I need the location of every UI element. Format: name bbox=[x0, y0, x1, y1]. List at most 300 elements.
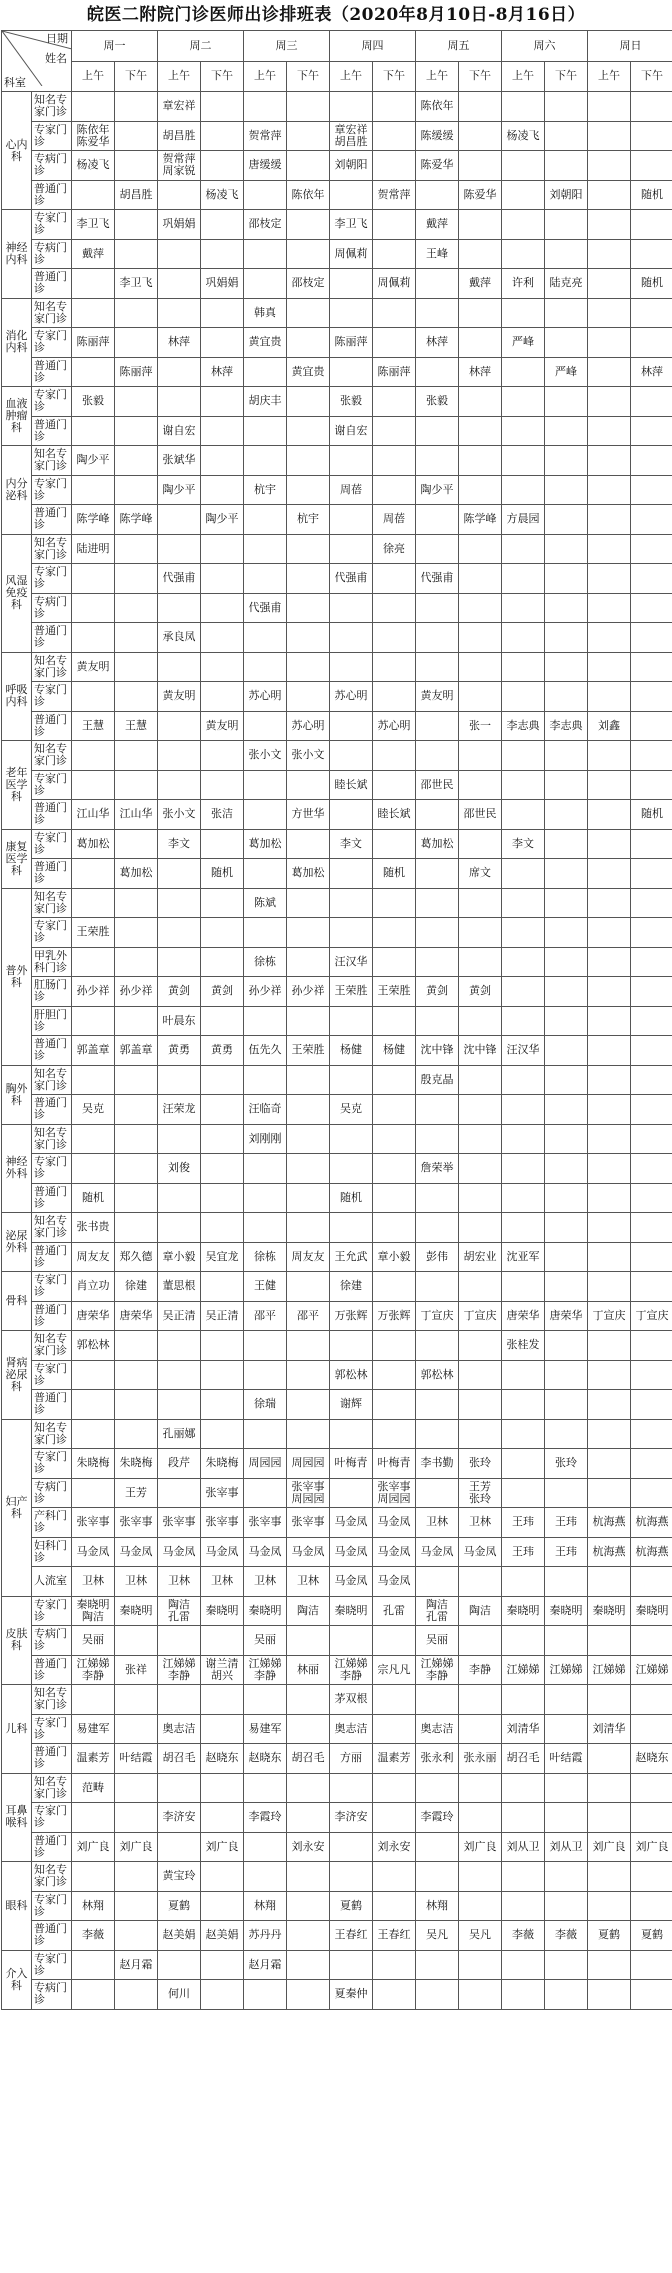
doctor-cell: 万张辉 bbox=[373, 1301, 416, 1331]
doctor-cell: 刘俊 bbox=[158, 1154, 201, 1184]
doctor-cell bbox=[631, 947, 672, 977]
doctor-cell: 李济安 bbox=[158, 1803, 201, 1833]
clinic-type: 专家门诊 bbox=[32, 121, 72, 151]
doctor-cell bbox=[330, 1154, 373, 1184]
doctor-cell bbox=[373, 1183, 416, 1213]
doctor-cell: 黄友明 bbox=[416, 682, 459, 712]
doctor-cell bbox=[459, 475, 502, 505]
doctor-cell: 王玮 bbox=[502, 1508, 545, 1538]
doctor-cell bbox=[459, 1862, 502, 1892]
doctor-cell bbox=[416, 918, 459, 948]
doctor-cell bbox=[588, 1331, 631, 1361]
doctor-cell bbox=[72, 593, 115, 623]
doctor-cell bbox=[502, 918, 545, 948]
schedule-row bbox=[2, 859, 672, 889]
doctor-cell bbox=[502, 534, 545, 564]
doctor-cell bbox=[72, 416, 115, 446]
doctor-cell bbox=[373, 770, 416, 800]
doctor-cell: 陈依年 陈爱华 bbox=[72, 121, 115, 151]
doctor-cell: 段芹 bbox=[158, 1449, 201, 1479]
doctor-cell bbox=[158, 298, 201, 328]
doctor-cell bbox=[115, 1213, 158, 1243]
doctor-cell: 朱晓梅 bbox=[115, 1449, 158, 1479]
doctor-cell bbox=[373, 918, 416, 948]
doctor-cell: 戴萍 bbox=[459, 269, 502, 299]
doctor-cell bbox=[416, 1331, 459, 1361]
pm-header: 下午 bbox=[459, 61, 502, 92]
doctor-cell: 夏鹤 bbox=[588, 1921, 631, 1951]
schedule-row bbox=[2, 564, 672, 594]
doctor-cell: 王允武 bbox=[330, 1242, 373, 1272]
doctor-cell bbox=[287, 1213, 330, 1243]
doctor-cell: 赵美娟 bbox=[158, 1921, 201, 1951]
pm-header: 下午 bbox=[287, 61, 330, 92]
doctor-cell bbox=[416, 1862, 459, 1892]
doctor-cell: 吴克 bbox=[72, 1095, 115, 1125]
doctor-cell: 吴宜龙 bbox=[201, 1242, 244, 1272]
doctor-cell: 温素芳 bbox=[72, 1744, 115, 1774]
doctor-cell: 杭海燕 bbox=[631, 1508, 672, 1538]
doctor-cell bbox=[72, 947, 115, 977]
doctor-cell bbox=[115, 387, 158, 417]
doctor-cell bbox=[502, 1478, 545, 1508]
doctor-cell: 马金凤 bbox=[244, 1537, 287, 1567]
doctor-cell bbox=[330, 446, 373, 476]
doctor-cell bbox=[588, 1449, 631, 1479]
doctor-cell bbox=[373, 682, 416, 712]
doctor-cell bbox=[287, 564, 330, 594]
doctor-cell bbox=[545, 1478, 588, 1508]
doctor-cell bbox=[373, 564, 416, 594]
doctor-cell bbox=[416, 623, 459, 653]
doctor-cell: 陈依年 bbox=[416, 92, 459, 122]
doctor-cell bbox=[459, 888, 502, 918]
doctor-cell: 陈丽萍 bbox=[72, 328, 115, 358]
doctor-cell bbox=[115, 210, 158, 240]
doctor-cell: 杨凌飞 bbox=[201, 180, 244, 210]
doctor-cell: 黄勇 bbox=[158, 1036, 201, 1066]
doctor-cell bbox=[330, 1832, 373, 1862]
doctor-cell bbox=[416, 1773, 459, 1803]
doctor-cell bbox=[416, 269, 459, 299]
schedule-row bbox=[2, 121, 672, 151]
doctor-cell bbox=[244, 1478, 287, 1508]
doctor-cell bbox=[115, 534, 158, 564]
department-name: 神经外科 bbox=[2, 1124, 32, 1213]
doctor-cell bbox=[416, 446, 459, 476]
schedule-row bbox=[2, 1449, 672, 1479]
doctor-cell bbox=[115, 888, 158, 918]
doctor-cell bbox=[115, 1980, 158, 2010]
doctor-cell: 吴凡 bbox=[459, 1921, 502, 1951]
doctor-cell: 周园园 bbox=[244, 1449, 287, 1479]
doctor-cell: 张斌华 bbox=[158, 446, 201, 476]
doctor-cell bbox=[201, 1419, 244, 1449]
doctor-cell bbox=[330, 888, 373, 918]
doctor-cell: 陶少平 bbox=[72, 446, 115, 476]
doctor-cell: 杭海燕 bbox=[588, 1537, 631, 1567]
doctor-cell bbox=[244, 1154, 287, 1184]
doctor-cell bbox=[115, 239, 158, 269]
doctor-cell bbox=[545, 1567, 588, 1597]
doctor-cell: 胡召毛 bbox=[502, 1744, 545, 1774]
doctor-cell: 汪汉华 bbox=[502, 1036, 545, 1066]
doctor-cell bbox=[459, 918, 502, 948]
doctor-cell bbox=[502, 475, 545, 505]
doctor-cell: 邵枝定 bbox=[244, 210, 287, 240]
doctor-cell: 胡召毛 bbox=[158, 1744, 201, 1774]
doctor-cell: 李书勤 bbox=[416, 1449, 459, 1479]
day-header: 周日 bbox=[588, 31, 672, 62]
doctor-cell: 张毅 bbox=[416, 387, 459, 417]
doctor-cell bbox=[330, 593, 373, 623]
doctor-cell: 郭松林 bbox=[72, 1331, 115, 1361]
doctor-cell bbox=[588, 741, 631, 771]
doctor-cell: 江娣娣 bbox=[588, 1655, 631, 1685]
doctor-cell bbox=[588, 1272, 631, 1302]
doctor-cell bbox=[115, 564, 158, 594]
clinic-type: 专家门诊 bbox=[32, 1154, 72, 1184]
doctor-cell bbox=[631, 534, 672, 564]
doctor-cell bbox=[631, 239, 672, 269]
clinic-type: 知名专家门诊 bbox=[32, 1065, 72, 1095]
schedule-row bbox=[2, 1567, 672, 1597]
doctor-cell bbox=[201, 1006, 244, 1036]
doctor-cell bbox=[115, 475, 158, 505]
schedule-row bbox=[2, 800, 672, 830]
department-name: 普外科 bbox=[2, 888, 32, 1065]
doctor-cell bbox=[416, 534, 459, 564]
doctor-cell: 赵晓东 bbox=[244, 1744, 287, 1774]
doctor-cell: 睦长斌 bbox=[330, 770, 373, 800]
doctor-cell bbox=[588, 1773, 631, 1803]
doctor-cell bbox=[416, 1832, 459, 1862]
clinic-type: 肝胆门诊 bbox=[32, 1006, 72, 1036]
doctor-cell: 杨凌飞 bbox=[72, 151, 115, 181]
doctor-cell bbox=[115, 151, 158, 181]
doctor-cell: 徐建 bbox=[115, 1272, 158, 1302]
doctor-cell: 刘永安 bbox=[287, 1832, 330, 1862]
doctor-cell: 陈学峰 bbox=[72, 505, 115, 535]
doctor-cell bbox=[545, 328, 588, 358]
doctor-cell bbox=[545, 1803, 588, 1833]
doctor-cell bbox=[631, 1006, 672, 1036]
doctor-cell: 周园园 bbox=[287, 1449, 330, 1479]
doctor-cell bbox=[115, 92, 158, 122]
doctor-cell: 苏心明 bbox=[244, 682, 287, 712]
doctor-cell bbox=[373, 328, 416, 358]
doctor-cell bbox=[158, 1950, 201, 1980]
doctor-cell: 易建军 bbox=[72, 1714, 115, 1744]
doctor-cell bbox=[330, 1006, 373, 1036]
clinic-type: 专家门诊 bbox=[32, 682, 72, 712]
doctor-cell bbox=[158, 859, 201, 889]
doctor-cell bbox=[588, 1478, 631, 1508]
doctor-cell bbox=[631, 1095, 672, 1125]
schedule-row bbox=[2, 918, 672, 948]
doctor-cell bbox=[588, 92, 631, 122]
doctor-cell: 杨凌飞 bbox=[502, 121, 545, 151]
doctor-cell bbox=[588, 1685, 631, 1715]
doctor-cell bbox=[545, 210, 588, 240]
doctor-cell bbox=[330, 298, 373, 328]
doctor-cell bbox=[502, 151, 545, 181]
doctor-cell bbox=[416, 652, 459, 682]
doctor-cell bbox=[201, 1773, 244, 1803]
doctor-cell: 张祥 bbox=[115, 1655, 158, 1685]
doctor-cell: 随机 bbox=[631, 269, 672, 299]
doctor-cell bbox=[545, 947, 588, 977]
doctor-cell: 徐栋 bbox=[244, 947, 287, 977]
doctor-cell bbox=[158, 1685, 201, 1715]
schedule-row bbox=[2, 1803, 672, 1833]
schedule-row bbox=[2, 711, 672, 741]
doctor-cell bbox=[545, 1124, 588, 1154]
doctor-cell bbox=[158, 947, 201, 977]
clinic-type: 普通门诊 bbox=[32, 269, 72, 299]
doctor-cell bbox=[588, 357, 631, 387]
doctor-cell bbox=[545, 1242, 588, 1272]
doctor-cell: 黄剑 bbox=[158, 977, 201, 1007]
doctor-cell bbox=[287, 1095, 330, 1125]
doctor-cell bbox=[373, 1773, 416, 1803]
schedule-row bbox=[2, 210, 672, 240]
doctor-cell bbox=[545, 888, 588, 918]
schedule-row bbox=[2, 1980, 672, 2010]
clinic-type: 知名专家门诊 bbox=[32, 1419, 72, 1449]
clinic-type: 普通门诊 bbox=[32, 1242, 72, 1272]
schedule-row bbox=[2, 770, 672, 800]
doctor-cell bbox=[588, 416, 631, 446]
day-header: 周六 bbox=[502, 31, 588, 62]
doctor-cell: 叶结霞 bbox=[545, 1744, 588, 1774]
doctor-cell bbox=[158, 534, 201, 564]
doctor-cell bbox=[459, 298, 502, 328]
doctor-cell bbox=[373, 1714, 416, 1744]
doctor-cell bbox=[373, 1390, 416, 1420]
doctor-cell bbox=[588, 446, 631, 476]
doctor-cell bbox=[631, 446, 672, 476]
doctor-cell bbox=[330, 1773, 373, 1803]
doctor-cell bbox=[545, 977, 588, 1007]
doctor-cell: 江娣娣 李静 bbox=[416, 1655, 459, 1685]
doctor-cell: 随机 bbox=[373, 859, 416, 889]
doctor-cell: 胡昌胜 bbox=[158, 121, 201, 151]
doctor-cell bbox=[115, 298, 158, 328]
doctor-cell bbox=[631, 210, 672, 240]
doctor-cell bbox=[502, 1803, 545, 1833]
doctor-cell bbox=[72, 1478, 115, 1508]
doctor-cell: 葛加松 bbox=[287, 859, 330, 889]
doctor-cell bbox=[631, 711, 672, 741]
doctor-cell bbox=[287, 1419, 330, 1449]
am-header: 上午 bbox=[588, 61, 631, 92]
doctor-cell: 谢自宏 bbox=[158, 416, 201, 446]
doctor-cell bbox=[115, 918, 158, 948]
doctor-cell: 赵月霜 bbox=[244, 1950, 287, 1980]
doctor-cell: 苏心明 bbox=[373, 711, 416, 741]
doctor-cell: 李霞玲 bbox=[244, 1803, 287, 1833]
clinic-type: 肛肠门诊 bbox=[32, 977, 72, 1007]
doctor-cell bbox=[244, 416, 287, 446]
doctor-cell: 马金凤 bbox=[373, 1567, 416, 1597]
doctor-cell: 章小毅 bbox=[158, 1242, 201, 1272]
doctor-cell bbox=[287, 1124, 330, 1154]
clinic-type: 产科门诊 bbox=[32, 1508, 72, 1538]
doctor-cell: 夏秦仲 bbox=[330, 1980, 373, 2010]
doctor-cell: 孙少祥 bbox=[244, 977, 287, 1007]
doctor-cell bbox=[502, 770, 545, 800]
schedule-row bbox=[2, 357, 672, 387]
doctor-cell: 张玲 bbox=[459, 1449, 502, 1479]
doctor-cell: 夏鹤 bbox=[158, 1891, 201, 1921]
doctor-cell: 李济安 bbox=[330, 1803, 373, 1833]
doctor-cell bbox=[244, 180, 287, 210]
doctor-cell bbox=[502, 593, 545, 623]
doctor-cell: 陶洁 bbox=[459, 1596, 502, 1626]
doctor-cell: 陶少平 bbox=[201, 505, 244, 535]
doctor-cell: 陈爱华 bbox=[416, 151, 459, 181]
doctor-cell bbox=[588, 1036, 631, 1066]
doctor-cell: 巩娟娟 bbox=[201, 269, 244, 299]
doctor-cell bbox=[459, 1272, 502, 1302]
clinic-type: 专家门诊 bbox=[32, 1272, 72, 1302]
doctor-cell bbox=[201, 1154, 244, 1184]
doctor-cell: 林萍 bbox=[631, 357, 672, 387]
doctor-cell: 詹荣举 bbox=[416, 1154, 459, 1184]
doctor-cell bbox=[588, 623, 631, 653]
doctor-cell bbox=[502, 1950, 545, 1980]
am-header: 上午 bbox=[416, 61, 459, 92]
doctor-cell bbox=[545, 239, 588, 269]
doctor-cell bbox=[631, 298, 672, 328]
doctor-cell bbox=[72, 475, 115, 505]
doctor-cell bbox=[115, 1095, 158, 1125]
doctor-cell bbox=[545, 800, 588, 830]
doctor-cell: 杨健 bbox=[330, 1036, 373, 1066]
clinic-type: 知名专家门诊 bbox=[32, 652, 72, 682]
doctor-cell bbox=[416, 593, 459, 623]
doctor-cell bbox=[588, 1862, 631, 1892]
doctor-cell bbox=[459, 121, 502, 151]
doctor-cell bbox=[631, 1036, 672, 1066]
doctor-cell bbox=[588, 1213, 631, 1243]
doctor-cell: 林萍 bbox=[459, 357, 502, 387]
doctor-cell bbox=[201, 682, 244, 712]
clinic-type: 普通门诊 bbox=[32, 1390, 72, 1420]
doctor-cell bbox=[502, 1449, 545, 1479]
doctor-cell bbox=[287, 1773, 330, 1803]
doctor-cell: 谢辉 bbox=[330, 1390, 373, 1420]
clinic-type: 专家门诊 bbox=[32, 564, 72, 594]
doctor-cell bbox=[545, 1773, 588, 1803]
doctor-cell bbox=[244, 269, 287, 299]
doctor-cell bbox=[588, 918, 631, 948]
doctor-cell bbox=[588, 210, 631, 240]
doctor-cell bbox=[287, 1360, 330, 1390]
schedule-row bbox=[2, 1832, 672, 1862]
doctor-cell bbox=[287, 1006, 330, 1036]
clinic-type: 专家门诊 bbox=[32, 918, 72, 948]
doctor-cell bbox=[373, 446, 416, 476]
schedule-row bbox=[2, 977, 672, 1007]
doctor-cell bbox=[545, 92, 588, 122]
schedule-row bbox=[2, 623, 672, 653]
doctor-cell bbox=[545, 1006, 588, 1036]
schedule-row bbox=[2, 328, 672, 358]
clinic-type: 专病门诊 bbox=[32, 151, 72, 181]
doctor-cell: 刘广良 bbox=[631, 1832, 672, 1862]
doctor-cell bbox=[158, 1213, 201, 1243]
doctor-cell bbox=[244, 239, 287, 269]
doctor-cell bbox=[373, 1891, 416, 1921]
pm-header: 下午 bbox=[115, 61, 158, 92]
doctor-cell: 汪荣龙 bbox=[158, 1095, 201, 1125]
doctor-cell bbox=[158, 1832, 201, 1862]
doctor-cell bbox=[416, 1213, 459, 1243]
doctor-cell: 吴丽 bbox=[244, 1626, 287, 1656]
doctor-cell bbox=[373, 593, 416, 623]
doctor-cell: 张宰事 bbox=[158, 1508, 201, 1538]
schedule-row bbox=[2, 741, 672, 771]
doctor-cell bbox=[459, 387, 502, 417]
doctor-cell: 唐荣华 bbox=[545, 1301, 588, 1331]
doctor-cell: 李文 bbox=[502, 829, 545, 859]
doctor-cell bbox=[545, 151, 588, 181]
day-header: 周二 bbox=[158, 31, 244, 62]
doctor-cell bbox=[373, 741, 416, 771]
doctor-cell: 林翔 bbox=[72, 1891, 115, 1921]
schedule-row bbox=[2, 1862, 672, 1892]
doctor-cell bbox=[287, 770, 330, 800]
doctor-cell bbox=[545, 1154, 588, 1184]
doctor-cell bbox=[631, 977, 672, 1007]
clinic-type: 普通门诊 bbox=[32, 1921, 72, 1951]
doctor-cell bbox=[545, 1272, 588, 1302]
doctor-cell: 郭盖章 bbox=[115, 1036, 158, 1066]
doctor-cell bbox=[115, 1390, 158, 1420]
clinic-type: 专家门诊 bbox=[32, 387, 72, 417]
doctor-cell: 赵晓东 bbox=[201, 1744, 244, 1774]
doctor-cell: 卫林 bbox=[244, 1567, 287, 1597]
doctor-cell: 王玮 bbox=[545, 1537, 588, 1567]
doctor-cell bbox=[631, 1183, 672, 1213]
doctor-cell bbox=[115, 593, 158, 623]
doctor-cell bbox=[416, 180, 459, 210]
department-name: 耳鼻喉科 bbox=[2, 1773, 32, 1862]
doctor-cell bbox=[373, 829, 416, 859]
am-header: 上午 bbox=[502, 61, 545, 92]
schedule-row bbox=[2, 593, 672, 623]
doctor-cell bbox=[631, 1980, 672, 2010]
doctor-cell bbox=[115, 446, 158, 476]
department-name: 肾病泌尿科 bbox=[2, 1331, 32, 1420]
doctor-cell bbox=[502, 977, 545, 1007]
doctor-cell: 张宰事 bbox=[244, 1508, 287, 1538]
schedule-row bbox=[2, 1242, 672, 1272]
schedule-row bbox=[2, 446, 672, 476]
doctor-cell bbox=[545, 446, 588, 476]
doctor-cell bbox=[631, 1773, 672, 1803]
doctor-cell bbox=[115, 1803, 158, 1833]
doctor-cell bbox=[201, 947, 244, 977]
doctor-cell: 卫林 bbox=[158, 1567, 201, 1597]
doctor-cell: 杨健 bbox=[373, 1036, 416, 1066]
doctor-cell bbox=[459, 1006, 502, 1036]
header-row-days bbox=[2, 31, 672, 62]
doctor-cell bbox=[502, 652, 545, 682]
doctor-cell bbox=[545, 1183, 588, 1213]
